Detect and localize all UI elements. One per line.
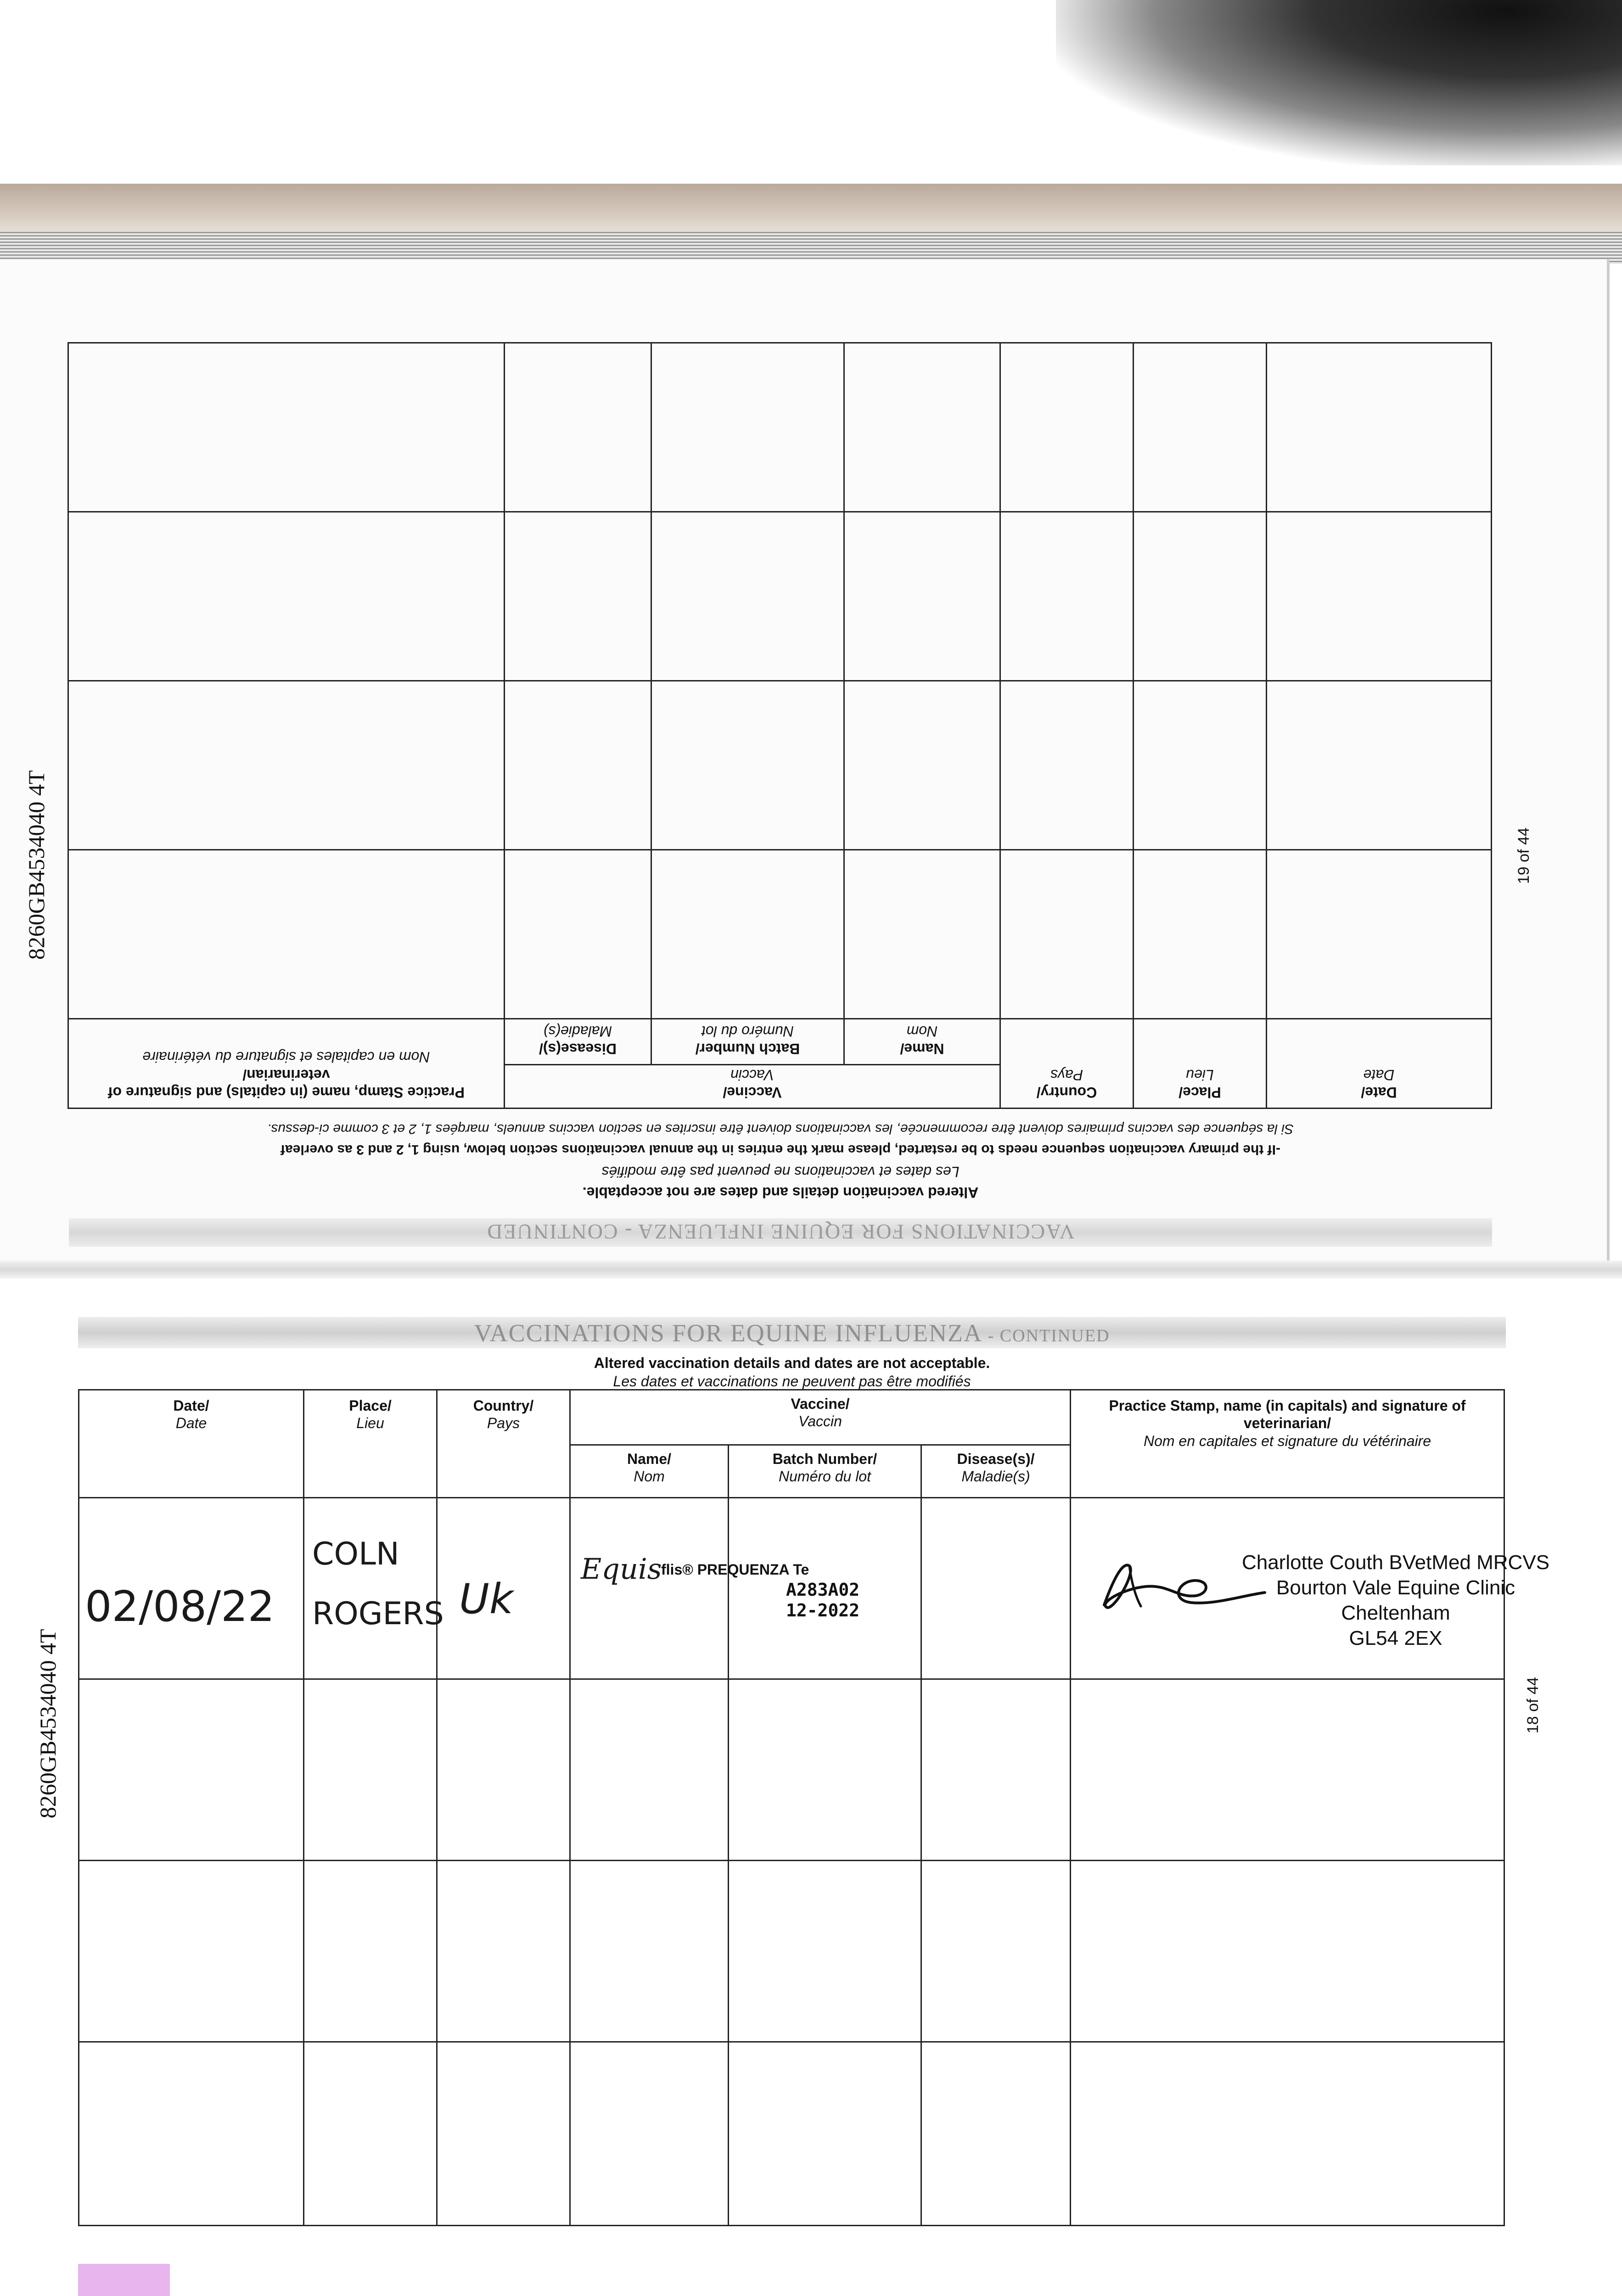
entry-date: 02/08/22 bbox=[85, 1582, 275, 1631]
table-row bbox=[79, 1679, 1504, 1861]
header-practice-stamp: Practice Stamp, name (in capitals) and signature of veterinarian/ Nom en capitales et signature du vétérinaire bbox=[1071, 1390, 1504, 1498]
header-disease: Disease(s)/ Maladie(s) bbox=[921, 1445, 1071, 1498]
table-row bbox=[79, 1861, 1504, 2042]
upper-header-disease: Disease(s)/ Maladie(s) bbox=[504, 1019, 651, 1065]
header-batch-number: Batch Number/ Numéro du lot bbox=[729, 1445, 921, 1498]
header-vaccine-name: Name/ Nom bbox=[570, 1445, 729, 1498]
page-gutter bbox=[0, 1261, 1622, 1279]
upper-note-fr: Si la séquence des vaccins primaires doivent être recommencée, les vaccinations doivent être inscrites en section vaccins annuels, marqées 1, 2 et 3 comme ci-dessus. bbox=[267, 1121, 1294, 1137]
entry-vaccine-script: Equis bbox=[581, 1552, 662, 1586]
practice-town: Cheltenham bbox=[1341, 1602, 1450, 1624]
upper-table-row bbox=[68, 850, 1491, 1019]
entry-batch-expiry: 12-2022 bbox=[786, 1600, 860, 1621]
upper-vaccination-table bbox=[67, 342, 1492, 1109]
vet-practice-stamp bbox=[1235, 1550, 1556, 1651]
upper-header-stamp: Practice Stamp, name (in capitals) and signature of veterinarian/ Nom en capitales et signature du vétérinaire bbox=[68, 1019, 504, 1109]
header-vaccine: Vaccine/ Vaccin bbox=[570, 1390, 1071, 1445]
vet-name: Charlotte Couth BVetMed MRCVS bbox=[1241, 1551, 1550, 1574]
pink-tab bbox=[78, 2264, 170, 2296]
table-row bbox=[79, 2042, 1504, 2226]
header-place: Place/ Lieu bbox=[304, 1390, 437, 1498]
practice-name: Bourton Vale Equine Clinic bbox=[1276, 1576, 1515, 1599]
upper-header-date: Date/ Date bbox=[1267, 1019, 1492, 1109]
entry-country: Uk bbox=[459, 1575, 513, 1623]
entry-place-line2: ROGERS bbox=[312, 1596, 444, 1632]
upper-warning-en: Altered vaccination details and dates are not acceptable. bbox=[582, 1184, 979, 1201]
lower-page-number: 18 of 44 bbox=[1524, 1677, 1542, 1733]
upper-header-vaccine: Vaccine/ Vaccin bbox=[504, 1065, 1000, 1109]
vaccination-table bbox=[78, 1389, 1505, 2226]
upper-warning-fr: Les dates et vaccinations ne peuvent pas être modifiés bbox=[601, 1164, 960, 1180]
upper-page-content bbox=[69, 342, 1492, 1247]
upper-table-row bbox=[68, 343, 1491, 512]
upper-header-country: Country/ Pays bbox=[1000, 1019, 1134, 1109]
upper-header-name: Name/ Nom bbox=[844, 1019, 1000, 1065]
lower-warning-en: Altered vaccination details and dates are not acceptable. bbox=[594, 1355, 990, 1371]
lower-banner-text: VACCINATIONS FOR EQUINE INFLUENZA - CONTINUED bbox=[474, 1319, 1110, 1347]
upper-side-id: 8260GB4534040 4T bbox=[23, 770, 49, 960]
upper-page-number: 19 of 44 bbox=[1515, 827, 1532, 884]
scan-shadow bbox=[1056, 0, 1622, 165]
upper-banner-text: VACCINATIONS FOR EQUINE INFLUENZA - CONTINUED bbox=[486, 1220, 1075, 1244]
header-date: Date/ Date bbox=[79, 1390, 304, 1498]
upper-header-place: Place/ Lieu bbox=[1134, 1019, 1267, 1109]
entry-place-line1: COLN bbox=[312, 1536, 399, 1572]
upper-table-row bbox=[68, 512, 1491, 681]
header-country: Country/ Pays bbox=[437, 1390, 570, 1498]
passport-cover-edge bbox=[0, 184, 1622, 239]
practice-postcode: GL54 2EX bbox=[1349, 1627, 1442, 1649]
upper-note-en: -If the primary vaccination sequence needs to be restarted, please mark the entries in the annual vaccinations section below, using 1, 2 and 3 as overleaf bbox=[281, 1142, 1280, 1157]
upper-table-row bbox=[68, 681, 1491, 850]
upper-header-batch: Batch Number/ Numéro du lot bbox=[651, 1019, 844, 1065]
entry-vaccine-name: flis® PREQUENZA Te bbox=[661, 1561, 809, 1578]
lower-side-id: 8260GB4534040 4T bbox=[35, 1629, 61, 1818]
entry-batch-number: A283A02 bbox=[786, 1580, 860, 1600]
lower-warning-fr: Les dates et vaccinations ne peuvent pas être modifiés bbox=[613, 1373, 971, 1390]
